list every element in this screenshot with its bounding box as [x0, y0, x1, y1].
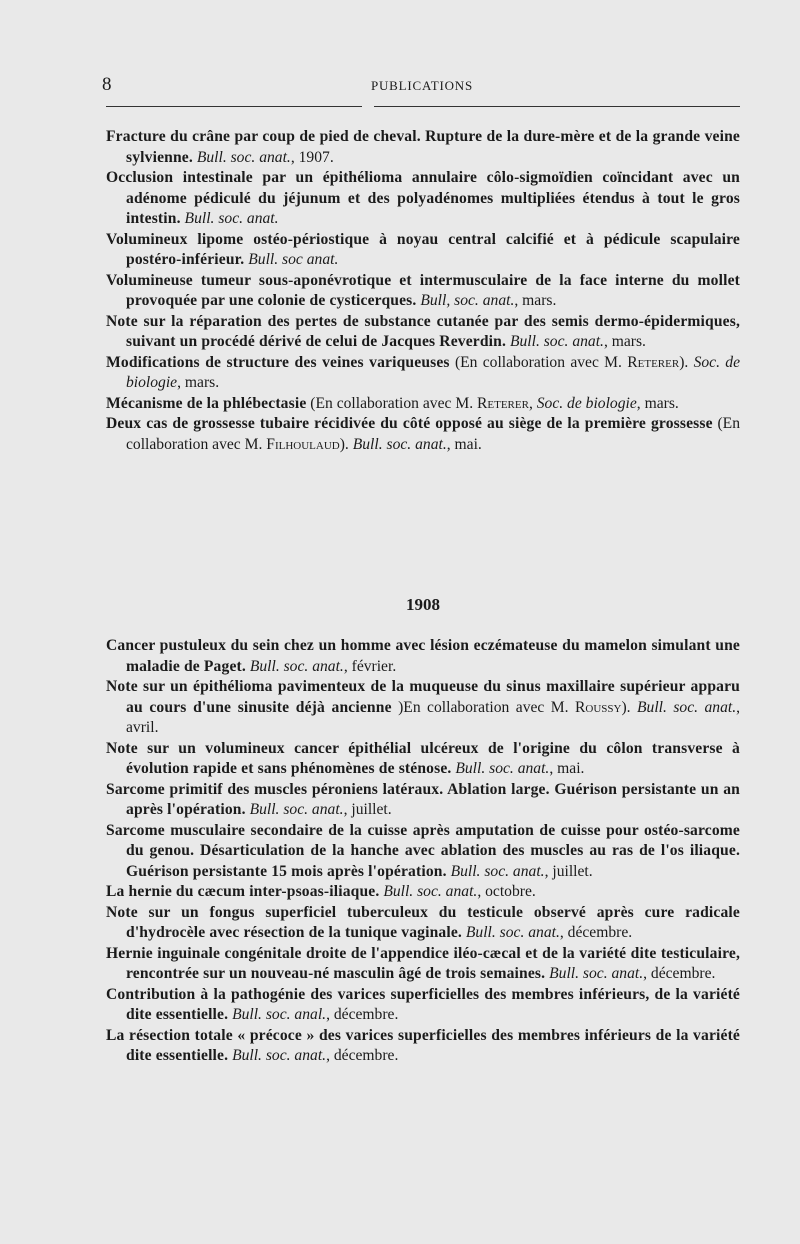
- journal-name: Bull, soc. anat.: [420, 292, 515, 309]
- publication-entry: [106, 353, 740, 394]
- header-rule-right: [374, 106, 740, 107]
- collaborator-name: Reterer: [627, 353, 680, 371]
- journal-name: Bull. soc. anat.: [196, 148, 291, 166]
- year-heading: 1908: [406, 595, 440, 614]
- journal-name: Bull. soc. anat.: [465, 924, 560, 941]
- collaboration-prefix: )En collaboration avec M.: [391, 698, 575, 716]
- entry-separator: ,: [528, 394, 537, 412]
- publication-entry: [106, 312, 740, 353]
- collaborator-name: Reterer: [477, 394, 529, 412]
- entry-title: Volumineux lipome ostéo-périostique à noyau central calcifié et à pédicule scapulaire postéro-inférieur.: [106, 230, 740, 268]
- publication-date: , février.: [343, 657, 397, 675]
- journal-name: Bull. soc. anat.: [637, 698, 737, 716]
- journal-name: Bull. soc. anat.: [509, 333, 604, 350]
- publication-entry: [106, 677, 740, 739]
- publication-entry: [106, 394, 740, 415]
- publication-entry: [106, 944, 740, 985]
- entry-title: Modifications de structure des veines variqueuses: [106, 353, 450, 371]
- publication-entry: [106, 739, 740, 780]
- journal-name: Bull. soc. anat.: [383, 883, 478, 900]
- entry-title: Note sur un épithélioma pavimenteux de la muqueuse du sinus maxillaire supérieur apparu au cours d'une sinusite déjà ancienne: [106, 678, 740, 716]
- publication-entry: [106, 127, 740, 168]
- entry-title: La hernie du cæcum inter-psoas-iliaque.: [106, 883, 380, 900]
- publication-entry: [106, 985, 740, 1026]
- publication-date: , décembre.: [326, 1006, 399, 1023]
- entry-title: Note sur un volumineux cancer épithélial ulcéreux de l'origine du côlon transverse à évolution rapide et sans phénomènes de sténose.: [106, 739, 740, 777]
- collaborator-name: Filhoulaud: [266, 435, 340, 453]
- journal-name: Bull. soc. anat.: [352, 435, 447, 453]
- page-number: 8: [102, 74, 112, 95]
- publication-entry: [106, 780, 740, 821]
- publication-date: , 1907.: [290, 148, 334, 166]
- publication-date: , juillet.: [343, 801, 392, 818]
- publication-entry: [106, 230, 740, 271]
- journal-name: Bull. soc. anal.: [232, 1006, 327, 1023]
- publication-date: , décembre.: [643, 965, 716, 982]
- publication-date: , octobre.: [477, 883, 536, 900]
- entry-title: Hernie inguinale congénitale droite de l'appendice iléo-cæcal et de la variété dite testiculaire, rencontrée sur un nouveau-né masculin âgé de trois semaines.: [106, 944, 740, 982]
- journal-name: Bull. soc. anat.: [455, 760, 550, 777]
- journal-name: Soc. de biologie: [536, 394, 637, 412]
- publication-entry: [106, 882, 740, 903]
- entry-separator: ).: [679, 353, 694, 371]
- publication-date: , mars.: [636, 394, 679, 412]
- journal-name: Bull. soc anat.: [248, 251, 339, 268]
- entry-title: Sarcome primitif des muscles péroniens latéraux. Ablation large. Guérison persistante un an après l'opération.: [106, 780, 740, 818]
- publication-date: , mars.: [603, 333, 646, 350]
- entry-title: Note sur la réparation des pertes de substance cutanée par des semis dermo-épidermiques, suivant un procédé dérivé de celui de Jacques Reverdin.: [106, 312, 740, 350]
- entry-title: Mécanisme de la phlébectasie: [106, 394, 307, 412]
- publication-entry: [106, 903, 740, 944]
- publication-date: , juillet.: [544, 862, 593, 880]
- publication-entry: [106, 1026, 740, 1067]
- journal-name: Bull. soc. anat.: [184, 210, 279, 227]
- publication-date: , avril.: [126, 698, 741, 736]
- publication-date: , décembre.: [326, 1047, 399, 1064]
- publication-date: , mai.: [549, 760, 585, 777]
- header-rule-left: [106, 106, 362, 107]
- section-1907: [106, 127, 740, 455]
- publication-entry: [106, 636, 740, 677]
- collaboration-prefix: (En collaboration avec M.: [126, 415, 740, 453]
- publication-entry: [106, 414, 740, 455]
- publication-date: , mars.: [177, 374, 220, 391]
- entry-separator: ).: [339, 435, 353, 453]
- journal-name: Soc. de biologie: [126, 353, 741, 391]
- entry-title: La résection totale « précoce » des varices superficielles des membres inférieurs de la variété dite essentielle.: [106, 1026, 740, 1064]
- collaboration-prefix: (En collaboration avec M.: [306, 394, 477, 412]
- journal-name: Bull. soc. anat.: [549, 965, 644, 982]
- publication-entry: [106, 821, 740, 883]
- journal-name: Bull. soc. anat.: [249, 801, 344, 818]
- publication-date: , mai.: [446, 435, 482, 453]
- entry-title: Occlusion intestinale par un épithélioma annulaire côlo-sigmoïdien coïncidant avec un adénome pédiculé du jéjunum et des polyadénomes multipliées étendus à tout le gros intestin.: [106, 169, 740, 227]
- entry-title: Contribution à la pathogénie des varices superficielles des membres inférieurs, de la variété dite essentielle.: [106, 985, 740, 1023]
- journal-name: Bull. soc. anat.: [450, 862, 545, 880]
- publication-entry: [106, 168, 740, 230]
- entry-separator: ).: [621, 698, 638, 716]
- entry-title: Sarcome musculaire secondaire de la cuisse après amputation de cuisse pour ostéo-sarcome du genou. Désarticulation de la hanche avec ablation des muscles au ras de l'os iliaque. Guérison persistante 15 mois après l'opération.: [106, 821, 740, 880]
- running-title: PUBLICATIONS: [370, 78, 474, 93]
- page-header: [102, 74, 742, 98]
- entry-title: Fracture du crâne par coup de pied de cheval. Rupture de la dure-mère et de la grande veine sylvienne.: [106, 128, 740, 166]
- publication-date: , décembre.: [559, 924, 633, 941]
- entry-title: Volumineuse tumeur sous-aponévrotique et intermusculaire de la face interne du mollet provoquée par une colonie de cysticerques.: [106, 271, 740, 309]
- section-1908: [106, 594, 740, 1067]
- publication-entry: [106, 271, 740, 312]
- collaboration-prefix: (En collaboration avec M.: [449, 353, 628, 371]
- entry-title: Cancer pustuleux du sein chez un homme avec lésion eczémateuse du mamelon simulant une maladie de Paget.: [106, 637, 740, 675]
- journal-name: Bull. soc. anat.: [232, 1047, 327, 1064]
- journal-name: Bull. soc. anat.: [249, 657, 344, 675]
- publication-date: , mars.: [514, 292, 557, 309]
- collaborator-name: Roussy: [575, 698, 622, 716]
- entry-title: Note sur un fongus superficiel tuberculeux du testicule observé après cure radicale d'hydrocèle avec résection de la tunique vaginale.: [106, 903, 740, 941]
- entry-title: Deux cas de grossesse tubaire récidivée du côté opposé au siège de la première grossesse: [106, 415, 713, 432]
